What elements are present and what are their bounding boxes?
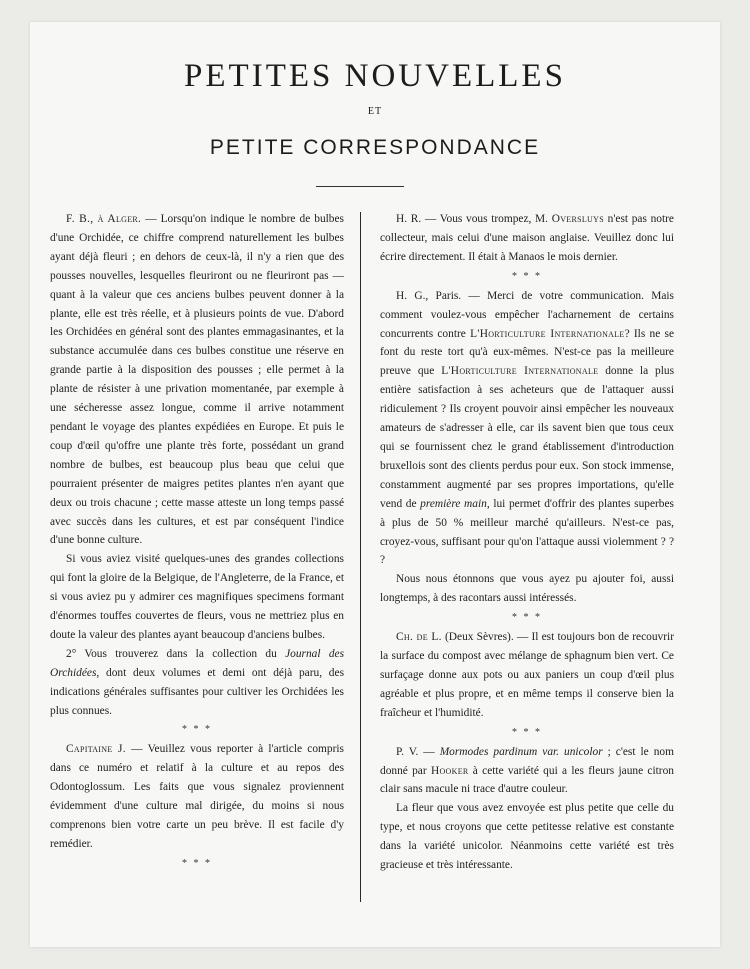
entry-hr-name: H. R. xyxy=(396,213,422,225)
person-oversluys: Oversluys xyxy=(551,213,604,225)
separator-stars: * * * xyxy=(182,724,212,736)
publication-name: L'Horticulture Internationale xyxy=(441,365,599,378)
column-divider xyxy=(360,212,361,902)
journal-title: Journal des Orchidées xyxy=(50,647,345,679)
entry-capitaine-paragraph xyxy=(50,740,344,853)
entry-hg-paragraph-1 xyxy=(380,287,674,571)
title-rule xyxy=(316,186,404,187)
page-title: PETITES NOUVELLES xyxy=(184,58,566,94)
entry-hr-text-b: n'est pas notre collecteur, mais celui d'une maison anglaise. Veuillez donc lui écrire directement. Il était à Manaos le mois dernier. xyxy=(380,213,674,263)
entry-pv-text-b: à cette variété qui a les fleurs jaune citron clair sans macule ni trace d'autre couleur. xyxy=(380,764,674,796)
entry-hg-name: H. G., Paris. xyxy=(396,289,462,302)
entry-fb-paragraph-1 xyxy=(50,210,344,550)
entry-pv-text-a: ; c'est le nom donné par xyxy=(380,745,674,777)
left-column xyxy=(50,210,344,874)
entry-ch-paragraph xyxy=(380,628,674,723)
entry-hr-paragraph xyxy=(380,210,674,267)
entry-hg-paragraph-2: Nous nous étonnons que vous ayez pu ajouter foi, aussi longtemps, à des racontars aussi intéressés. xyxy=(380,573,674,605)
emphasis-text: première main xyxy=(420,497,487,510)
entry-pv-name: P. V. xyxy=(396,745,419,758)
document-page xyxy=(30,22,720,947)
entry-capitaine-name: Capitaine J. xyxy=(66,743,126,756)
entry-fb-name: F. B., à Alger. xyxy=(66,213,142,225)
entry-pv-paragraph-1 xyxy=(380,743,674,800)
entry-ch-name: Ch. de L. xyxy=(396,631,442,644)
entry-hg-text-c: donne la plus entière satisfaction à ses acheteurs que de l'attaquer aussi ridiculement ? Ils croyent pouvoir ainsi empêcher les nouveaux amateurs de s'adresser à elle, car ils savent bien que tous ceux qui se fournissent chez le grand établissement d'introduction bruxellois sont des clients perdus pour eux. Son stock immense, constamment augmenté par ses propres importations, qu'elle vend de xyxy=(380,365,675,510)
entry-ch-text: — Il est toujours bon de recouvrir la surface du compost avec mélange de sphagnum bien vert. Ce surfaçage donne aux pots ou aux paniers un coup d'œil plus agréable et plus propre, et en même temps il conserve bien la fraîcheur et l'humidité. xyxy=(380,631,674,719)
separator-stars: * * * xyxy=(512,612,542,624)
separator-stars: * * * xyxy=(512,726,542,738)
entry-fb-text: — Lorsqu'on indique le nombre de bulbes d'une Orchidée, ce chiffre comprend naturellement les bulbes ayant déjà fleuri ; en dehors de ceux-là, il n'y a rien que des pousses nouvelles, lesquelles fleuriront ou ne fleuriront pas — quant à la valeur que ces anciens bulbes peuvent donner à la plante, elle est très réelle, et à plusieurs points de vue. D'abord les Orchidées en général sont des plantes emmagasinantes, et la substance accumulée dans ces bulbes constitue une réserve en grande partie à la disposition des pousses ; elle permet à la plante de résister à une privation momentanée, par exemple à une sécheresse assez longue, comme il arrive notamment pendant le voyage des plantes expédiées en Europe. Et puis le coup d'œil qu'offre une plante très forte, possédant un grand nombre de bulbes, est beaucoup plus beau que celui que pourraient présenter de maigres petites plantes n'en ayant que deux ou trois chacune ; cette masse atteste un long temps passé avec succès dans les cultures, et est par conséquent l'indice d'une bonne culture. xyxy=(50,213,344,547)
species-name: Mormodes pardinum var. unicolor xyxy=(439,745,603,758)
separator-stars: * * * xyxy=(182,857,212,869)
entry-capitaine-text: — Veuillez vous reporter à l'article compris dans ce numéro et relatif à la culture et au repos des Odontoglossum. Les faits que vous signalez proviennent évidemment d'une culture mal dirigée, du moins si nous comprenons bien votre carte un peu brève. Il est facile d'y remédier. xyxy=(50,743,344,850)
entry-ch-place: (Deux Sèvres). xyxy=(441,631,514,644)
title-conjunction: ET xyxy=(367,106,383,117)
entry-hg-text-b: ? Ils ne se font du reste tort qu'à eux-mêmes. N'est-ce pas la meilleure preuve que xyxy=(380,327,674,378)
person-hooker: Hooker xyxy=(430,764,469,777)
page-subtitle: PETITE CORRESPONDANCE xyxy=(209,136,541,159)
entry-hg-text-d: , lui permet d'offrir des plantes superbes à plus de 50 % meilleur marché qu'ailleurs. N'est-ce pas, croyez-vous, suffisant pour qu'on l'attaque aussi violemment ? ? ? xyxy=(380,497,674,567)
entry-fb-paragraph-2: Si vous aviez visité quelques-unes des grandes collections qui font la gloire de la Belgique, de l'Angleterre, de la France, et si vous aviez pu y admirer ces magnifiques specimens formant d'énormes touffes couvertes de fleurs, vous ne mettriez plus en doute la valeur des plantes ayant beaucoup d'anciens bulbes. xyxy=(50,553,344,641)
publication-name: L'Horticulture Internationale xyxy=(470,327,625,340)
entry-fb-text-b: , dont deux volumes et demi ont déjà paru, des indications générales suffisantes pour cultiver les Orchidées les plus connues. xyxy=(50,666,344,717)
entry-hg-text-a: — Merci de votre communication. Mais comment voulez-vous empêcher l'acharnement de certains concurrents contre xyxy=(380,289,674,340)
entry-pv-paragraph-2: La fleur que vous avez envoyée est plus petite que celle du type, et nous croyons que cette petitesse relative est constante dans la variété unicolor. Néanmoins cette variété est très gracieuse et très intéressante. xyxy=(380,802,674,872)
entry-hr-text-a: — Vous vous trompez, M. xyxy=(421,213,552,225)
entry-pv-dash: — xyxy=(418,745,440,758)
separator-stars: * * * xyxy=(512,270,542,282)
right-column xyxy=(380,210,674,875)
entry-fb-paragraph-3 xyxy=(50,645,344,721)
entry-fb-text-a: 2° Vous trouverez dans la collection du xyxy=(66,647,286,660)
